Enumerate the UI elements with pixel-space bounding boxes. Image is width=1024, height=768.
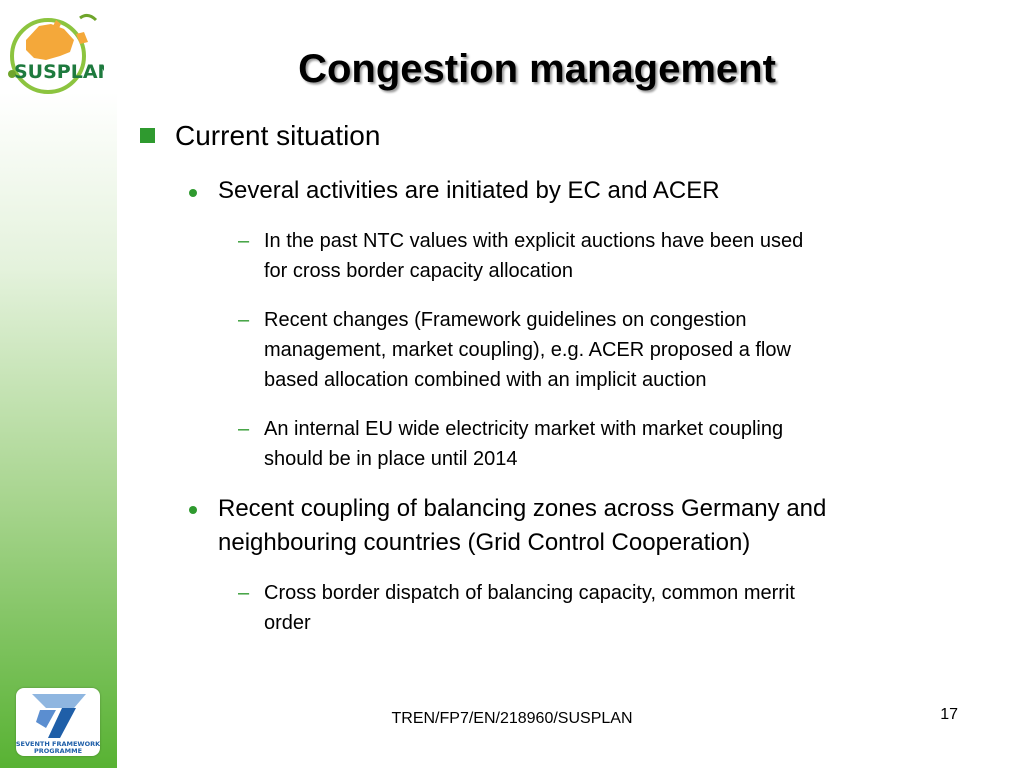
logo-text: SUSPLAN bbox=[14, 61, 104, 83]
bullet-text: Several activities are initiated by EC and ACER bbox=[218, 177, 720, 204]
sub-bullet-line: for cross border capacity allocation bbox=[264, 260, 574, 282]
fp7-text-line1: SEVENTH FRAMEWORK bbox=[16, 740, 100, 748]
slide-footer: TREN/FP7/EN/218960/SUSPLAN bbox=[391, 710, 633, 727]
bullet-text: neighbouring countries (Grid Control Cooperation) bbox=[218, 529, 751, 556]
dash-icon: – bbox=[238, 418, 250, 440]
fp7-logo bbox=[16, 688, 100, 756]
dash-icon: – bbox=[238, 582, 250, 604]
page-number: 17 bbox=[940, 706, 958, 723]
fp7-logo-icon bbox=[16, 688, 100, 756]
sub-bullet-line: An internal EU wide electricity market with market coupling bbox=[264, 418, 784, 440]
square-bullet-icon bbox=[140, 128, 155, 143]
sub-bullet-line: should be in place until 2014 bbox=[264, 448, 518, 470]
dash-icon: – bbox=[238, 309, 250, 331]
sub-bullet-line: based allocation combined with an implicit auction bbox=[264, 369, 707, 391]
round-bullet-icon bbox=[189, 189, 197, 197]
fp7-text-line2: PROGRAMME bbox=[33, 747, 83, 755]
slide-title: Congestion management bbox=[298, 47, 776, 91]
sub-bullet-line: Recent changes (Framework guidelines on congestion bbox=[264, 309, 747, 331]
heading-current-situation: Current situation bbox=[175, 120, 381, 151]
dash-icon: – bbox=[238, 230, 250, 252]
sub-bullet-line: Cross border dispatch of balancing capacity, common merrit bbox=[264, 582, 795, 604]
round-bullet-icon bbox=[189, 506, 197, 514]
sub-bullet-line: order bbox=[264, 612, 311, 634]
sub-bullet-line: In the past NTC values with explicit auctions have been used bbox=[264, 230, 804, 252]
sub-bullet-line: management, market coupling), e.g. ACER proposed a flow bbox=[264, 339, 791, 361]
bullet-text: Recent coupling of balancing zones across Germany and bbox=[218, 495, 827, 522]
